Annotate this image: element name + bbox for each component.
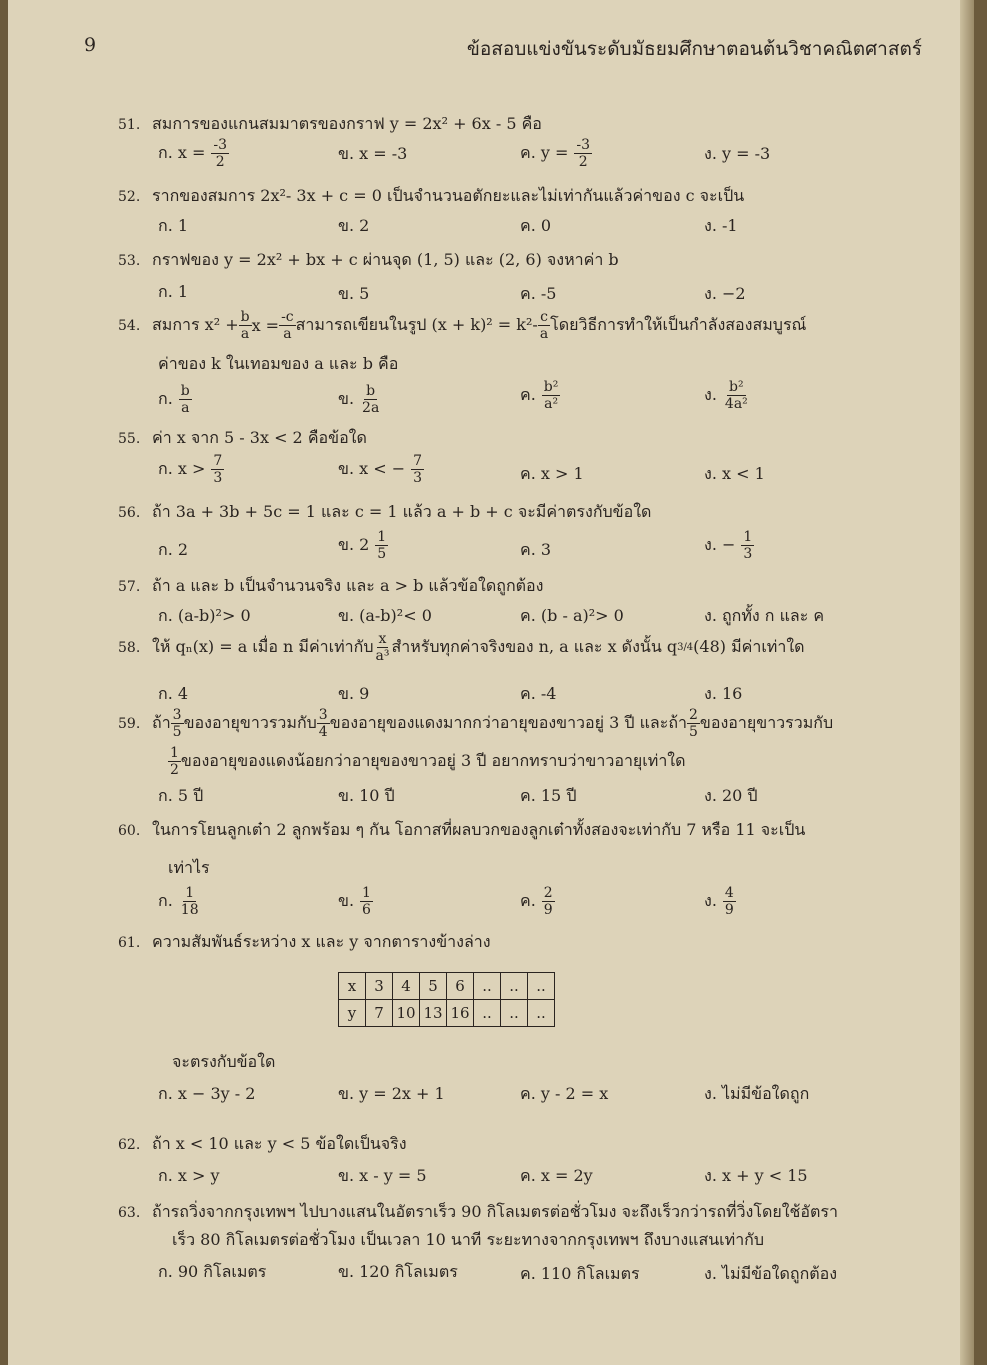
option-c: ค. 110 กิโลเมตร	[520, 1264, 640, 1283]
table-cell: 10	[393, 1000, 420, 1027]
option-b: ข. 5	[338, 284, 370, 303]
question-stem: 63. ถ้ารถวิ่งจากกรุงเทพฯ ไปบางแสนในอัตราเร็ว 90 กิโลเมตรต่อชั่วโมง จะถึงเร็วกว่ารถที่วิ่งโดยใช้อัตรา	[118, 1202, 838, 1221]
option-a: ก. 5 ปี	[158, 786, 204, 805]
option-c: ค. y - 2 = x	[520, 1084, 609, 1103]
option-d: ง. -1	[704, 216, 738, 235]
option-b: ข. 2 $\frac{1}{5}$	[338, 529, 387, 562]
option-a: ก. 90 กิโลเมตร	[158, 1262, 267, 1281]
option-c: ค. x > 1	[520, 464, 584, 483]
option-d: ง. − $\frac{1}{3}$	[704, 529, 753, 562]
option-c: ค. $\frac{2}{9}$	[520, 885, 553, 918]
option-d: ง. y = -3	[704, 144, 771, 163]
question-stem: 58. ให้ qₙ(x) = a เมื่อ n มีค่าเท่ากับ $\frac{x}{\text{a³}}$ สำหรับทุกค่าจริงของ n, a และ x ดังนั้น q 3/4 (48) มีค่าเท่าใด	[118, 631, 805, 664]
question-stem: 62. ถ้า x < 10 และ y < 5 ข้อใดเป็นจริง	[118, 1134, 407, 1153]
xy-table	[338, 972, 555, 1027]
option-a: ก. 2	[158, 540, 189, 559]
option-d: ง. 20 ปี	[704, 786, 758, 805]
option-a: ก. 4	[158, 684, 189, 703]
option-c: ค. -4	[520, 684, 557, 703]
table-row	[339, 1000, 555, 1027]
question-stem-cont: จะตรงกับข้อใด	[172, 1052, 276, 1071]
option-a: ก. x = $\frac{-3}{2}$	[158, 137, 228, 170]
option-b: ข. 10 ปี	[338, 786, 395, 805]
table-cell: 6	[447, 973, 474, 1000]
option-c: ค. (b - a)²> 0	[520, 606, 624, 625]
question-stem: 57. ถ้า a และ b เป็นจำนวนจริง และ a > b แล้วข้อใดถูกต้อง	[118, 576, 544, 595]
table-row	[339, 973, 555, 1000]
question-stem: 56. ถ้า 3a + 3b + 5c = 1 และ c = 1 แล้ว a + b + c จะมีค่าตรงกับข้อใด	[118, 502, 652, 521]
option-b: ข. x < − $\frac{7}{3}$	[338, 453, 423, 486]
option-c: ค. 3	[520, 540, 552, 559]
table-cell: y	[339, 1000, 366, 1027]
option-c: ค. x = 2y	[520, 1166, 593, 1185]
option-d: ง. $\frac{\text{b²}}{\text{4a²}}$	[704, 379, 748, 412]
question-stem-cont: $\frac{1}{2}$ ของอายุของแดงน้อยกว่าอายุของขาวอยู่ 3 ปี อยากทราบว่าขาวอายุเท่าใด	[170, 745, 686, 778]
table-cell: 3	[366, 973, 393, 1000]
table-cell: 16	[447, 1000, 474, 1027]
table-cell: 4	[393, 973, 420, 1000]
option-a: ก. $\frac{b}{a}$	[158, 383, 190, 416]
option-b: ข. $\frac{b}{2a}$	[338, 383, 380, 416]
question-stem: 53. กราฟของ y = 2x² + bx + c ผ่านจุด (1, 5) และ (2, 6) จงหาค่า b	[118, 250, 619, 269]
option-b: ข. $\frac{1}{6}$	[338, 885, 371, 918]
table-cell: ..	[501, 973, 528, 1000]
option-b: ข. y = 2x + 1	[338, 1084, 445, 1103]
option-b: ข. x - y = 5	[338, 1166, 427, 1185]
option-c: ค. y = $\frac{-3}{2}$	[520, 137, 591, 170]
page-number: 9	[84, 34, 97, 56]
option-b: ข. 2	[338, 216, 370, 235]
question-stem: 61. ความสัมพันธ์ระหว่าง x และ y จากตารางข้างล่าง	[118, 932, 491, 951]
option-d: ง. −2	[704, 284, 746, 303]
option-a: ก. x > $\frac{7}{3}$	[158, 453, 223, 486]
option-a: ก. x − 3y - 2	[158, 1084, 256, 1103]
table-cell: 13	[420, 1000, 447, 1027]
option-b: ข. 9	[338, 684, 370, 703]
option-a: ก. x > y	[158, 1166, 220, 1185]
table-cell: 5	[420, 973, 447, 1000]
table-cell: ..	[501, 1000, 528, 1027]
option-c: ค. 15 ปี	[520, 786, 577, 805]
book-spine	[960, 0, 974, 1365]
option-b: ข. x = -3	[338, 144, 408, 163]
question-stem-cont: เร็ว 80 กิโลเมตรต่อชั่วโมง เป็นเวลา 10 นาที ระยะทางจากกรุงเทพฯ ถึงบางแสนเท่ากับ	[172, 1230, 765, 1249]
table-cell: 7	[366, 1000, 393, 1027]
option-c: ค. -5	[520, 284, 557, 303]
question-stem: 60. ในการโยนลูกเต๋า 2 ลูกพร้อม ๆ กัน โอกาสที่ผลบวกของลูกเต๋าทั้งสองจะเท่ากับ 7 หรือ 11 จะเป็น	[118, 820, 806, 839]
option-d: ง. x < 1	[704, 464, 765, 483]
question-stem: 52. รากของสมการ 2x²- 3x + c = 0 เป็นจำนวนอตักยะและไม่เท่ากันแล้วค่าของ c จะเป็น	[118, 186, 745, 205]
option-d: ง. ไม่มีข้อใดถูก	[704, 1084, 810, 1103]
option-a: ก. $\frac{1}{18}$	[158, 885, 199, 918]
question-stem-cont: ค่าของ k ในเทอมของ a และ b คือ	[158, 354, 399, 373]
question-stem: 54. สมการ x² + $\frac{b}{a}$ x = $\frac{-c}{a}$ สามารถเขียนในรูป (x + k)² = k²- $\frac{c}{a}$ โดยวิธีการทำให้เป็นกำลังสองสมบูรณ์	[118, 309, 807, 342]
option-b: ข. (a-b)²< 0	[338, 606, 432, 625]
question-stem: 59. ถ้า $\frac{3}{5}$ ของอายุขาวรวมกับ $\frac{3}{4}$ ของอายุของแดงมากกว่าอายุของขาวอยู่ 3 ปี และถ้า $\frac{2}{5}$ ของอายุขาวรวมกับ	[118, 707, 834, 740]
option-a: ก. 1	[158, 282, 189, 301]
table-cell: ..	[474, 1000, 501, 1027]
option-d: ง. ถูกทั้ง ก และ ค	[704, 606, 825, 625]
table-cell: ..	[474, 973, 501, 1000]
option-d: ง. x + y < 15	[704, 1166, 808, 1185]
page-header-title: ข้อสอบแข่งขันระดับมัธยมศึกษาตอนต้นวิชาคณิตศาสตร์	[466, 38, 922, 60]
option-c: ค. $\frac{\text{b²}}{\text{a²}}$	[520, 379, 559, 412]
option-b: ข. 120 กิโลเมตร	[338, 1262, 458, 1281]
option-d: ง. $\frac{4}{9}$	[704, 885, 734, 918]
option-c: ค. 0	[520, 216, 552, 235]
exam-page	[8, 0, 974, 1365]
table-cell: x	[339, 973, 366, 1000]
question-stem: 51. สมการของแกนสมมาตรของกราฟ y = 2x² + 6x - 5 คือ	[118, 114, 542, 133]
option-a: ก. (a-b)²> 0	[158, 606, 251, 625]
question-stem: 55. ค่า x จาก 5 - 3x < 2 คือข้อใด	[118, 428, 367, 447]
question-stem-cont: เท่าไร	[168, 858, 210, 877]
table-cell: ..	[528, 1000, 555, 1027]
option-d: ง. ไม่มีข้อใดถูกต้อง	[704, 1264, 838, 1283]
option-d: ง. 16	[704, 684, 743, 703]
table-cell: ..	[528, 973, 555, 1000]
option-a: ก. 1	[158, 216, 189, 235]
